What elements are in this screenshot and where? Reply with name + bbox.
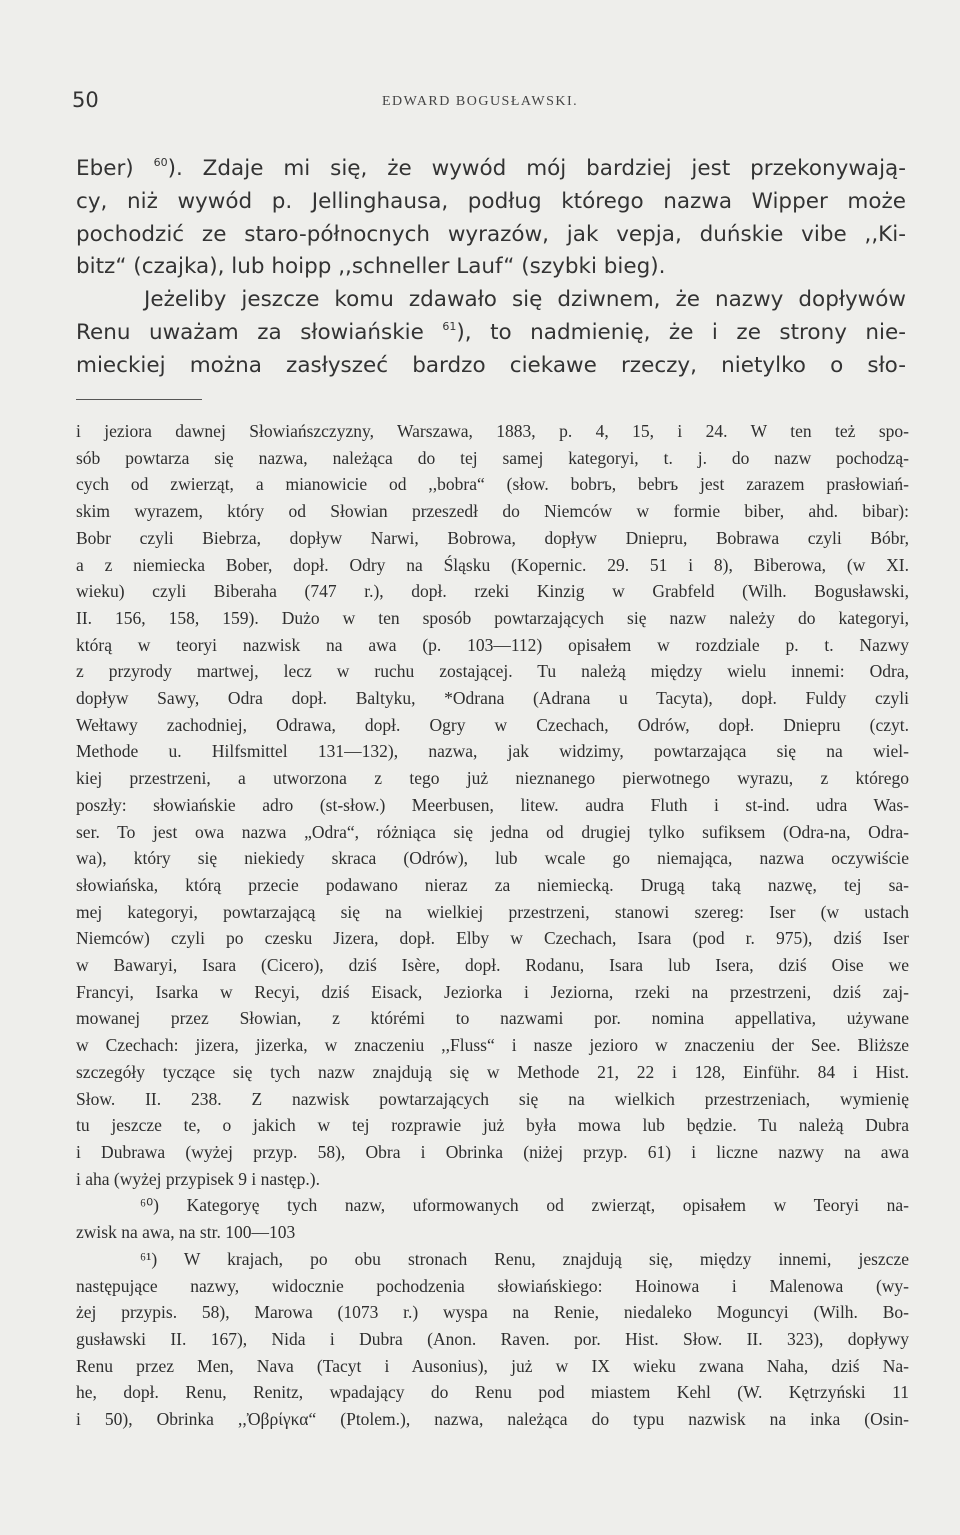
footnote-line: Słow. II. 238. Z nazwisk powtarzających się na wielkich przestrzeniach, wymienię	[76, 1088, 909, 1109]
footnote-line: Francyi, Isarka w Recyi, dziś Eisack, Jeziorka i Jeziorna, rzeki na przestrzeni, dziś zaj-	[76, 981, 909, 1002]
footnote-line: szczegóły tyczące się tych nazw znajdują się w Methode 21, 22 i 128, Einführ. 84 i Hist.	[76, 1061, 909, 1082]
footnote-line: Wełtawy zachodniej, Odrawa, dopł. Ogry w Czechach, Odrów, dopł. Dniepru (czyt.	[76, 714, 909, 735]
main-text	[76, 153, 906, 383]
footnote-line: i 50), Obrinka ,,Ὀβρίγκα“ (Ptolem.), nazwa, należąca do typu nazwisk na inka (Osin-	[76, 1409, 909, 1430]
footnote-line: kiej przestrzeni, a utworzona z tego już nieznanego pierwotnego wyrazu, z którego	[76, 768, 909, 789]
footnote-line: ser. To jest owa nazwa „Odra“, różniąca się jedna od drugiej tylko sufiksem (Odra-na, Odra-	[76, 821, 909, 842]
footnote-60-line: ⁶⁰) Kategoryę tych nazw, uformowanych od zwierząt, opisałem w Teoryi na-	[140, 1195, 909, 1216]
footnote-ref-61: 61	[442, 319, 457, 333]
footnote-line: żej przypis. 58), Marowa (1073 r.) wyspa na Renie, niedaleko Moguncyi (Wilh. Bo-	[76, 1302, 909, 1323]
footnote-line: Bobr czyli Biebrza, dopływ Narwi, Bobrowa, dopływ Dniepru, Bobrawa czyli Bóbr,	[76, 527, 909, 548]
footnote-line: mowanej przez Słowian, z którémi to nazwami por. nomina appellativa, używane	[76, 1008, 909, 1029]
main-line: bitz“ (czajka), lub hoipp ,,schneller Lauf“ (szybki bieg).	[76, 254, 666, 280]
footnote-line: sób powtarza się nazwa, należąca do tej samej kategoryi, t. j. do nazw pochodzą-	[76, 447, 909, 468]
main-line: pochodzić ze staro-północnych wyrazów, jak vepja, duńskie vibe ,,Ki-	[76, 221, 906, 247]
footnote-line: w Czechach: jizera, jizerka, w znaczeniu ,,Fluss“ i nasze jezioro w znaczeniu der See. Bliższe	[76, 1035, 909, 1056]
footnote-line: następujące nazwy, widocznie pochodzenia słowiańskiego: Hoinowa i Malenowa (wy-	[76, 1275, 909, 1296]
page-number: 50	[72, 88, 99, 112]
footnote-line: dopływ Sawy, Odra dopł. Baltyku, *Odrana (Adrana u Tacyta), dopł. Fuldy czyli	[76, 688, 909, 709]
footnote-line: cych od zwierząt, a mianowicie od ,,bobra“ (słow. bobrъ, bebrъ jest zarazem prasłowiań-	[76, 474, 909, 495]
footnote-line: II. 156, 158, 159). Dużo w ten sposób powtarzających się nazw należy do kategoryi,	[76, 607, 909, 628]
page-header	[72, 88, 912, 120]
footnote-61-line: ⁶¹) W krajach, po obu stronach Renu, znajdują się, między innemi, jeszcze	[140, 1248, 909, 1269]
footnote-line: którą w teoryi nazwisk na awa (p. 103—112) opisałem w rozdziale p. t. Nazwy	[76, 634, 909, 655]
footnote-line: Niemców) czyli po czesku Jizera, dopł. Elby w Czechach, Isara (pod r. 975), dziś Iser	[76, 928, 909, 949]
footnote-line: skim wyrazem, który od Słowian przeszedł do Niemców w formie biber, ahd. bibar):	[76, 501, 909, 522]
main-line: Jeżeliby jeszcze komu zdawało się dziwnem, że nazwy dopływów	[144, 287, 906, 313]
footnotes	[76, 418, 909, 1433]
footnote-line: tu jeszcze te, o jakich w tej rozprawie już była mowa lub będzie. Tu należą Dubra	[76, 1115, 909, 1136]
footnote-line: i aha (wyżej przypisek 9 i następ.).	[76, 1168, 320, 1189]
footnote-line: z przyrody martwej, lecz w ruchu zostającej. Tu należą między wielu innemi: Odra,	[76, 661, 909, 682]
footnote-line: Renu przez Men, Nava (Tacyt i Ausonius), już w IX wieku zwana Naha, dziś Na-	[76, 1355, 909, 1376]
running-head: EDWARD BOGUSŁAWSKI.	[382, 94, 579, 109]
footnote-line: mej kategoryi, powtarzającą się na wielkiej przestrzeni, stanowi szereg: Iser (w ustach	[76, 901, 909, 922]
footnote-line: a z niemiecka Bober, dopł. Odry na Śląsku (Kopernic. 29. 51 i 8), Biberowa, (w XI.	[76, 554, 909, 575]
footnote-line: słowiańska, którą przecie podawano nieraz za niemiecką. Drugą taką nazwę, tej sa-	[76, 874, 909, 895]
footnote-line: wa), który się niekiedy skraca (Odrów), lub wcale go niemająca, nazwa oczywiście	[76, 848, 909, 869]
footnote-line: zwisk na awa, na str. 100—103	[76, 1222, 296, 1243]
main-line: cy, niż wywód p. Jellinghausa, podług którego nazwa Wipper może	[76, 188, 906, 214]
footnote-ref-60: 60	[153, 156, 168, 169]
footnote-line: i Dubrawa (wyżej przyp. 58), Obra i Obrinka (niżej przyp. 61) i liczne nazwy na awa	[76, 1141, 909, 1162]
footnote-line: poszły: słowiańskie adro (st-słow.) Meerbusen, litew. audra Fluth i st-ind. udra Was-	[76, 794, 909, 815]
footnote-line: w Bawaryi, Isara (Cicero), dziś Isère, dopł. Rodanu, Isara lub Isera, dziś Oise we	[76, 955, 909, 976]
main-line: mieckiej można zasłyszeć bardzo ciekawe rzeczy, nietylko o sło-	[76, 352, 906, 378]
footnote-line: gusławski II. 167), Nida i Dubra (Anon. Raven. por. Hist. Słow. II. 323), dopływy	[76, 1328, 909, 1349]
main-line: Renu uważam za słowiańskie $^{61}$), to nadmienię, że i ze strony nie-	[76, 319, 906, 345]
footnote-line: Methode u. Hilfsmittel 131—132), nazwa, jak widzimy, powtarzająca się na wiel-	[76, 741, 909, 762]
footnote-line: wieku) czyli Biberaha (747 r.), dopł. rzeki Kinzig w Grabfeld (Wilh. Bogusławski,	[76, 581, 909, 602]
footnote-separator	[76, 399, 202, 400]
main-line: Eber) $^{60}$). Zdaje mi się, że wywód mój bardziej jest przekonywają-	[76, 156, 906, 181]
footnote-line: i jeziora dawnej Słowiańszczyzny, Warszawa, 1883, p. 4, 15, i 24. W ten też spo-	[76, 421, 909, 441]
footnote-line: he, dopł. Renu, Renitz, wpadający do Renu pod miastem Kehl (W. Kętrzyński 11	[76, 1382, 909, 1403]
